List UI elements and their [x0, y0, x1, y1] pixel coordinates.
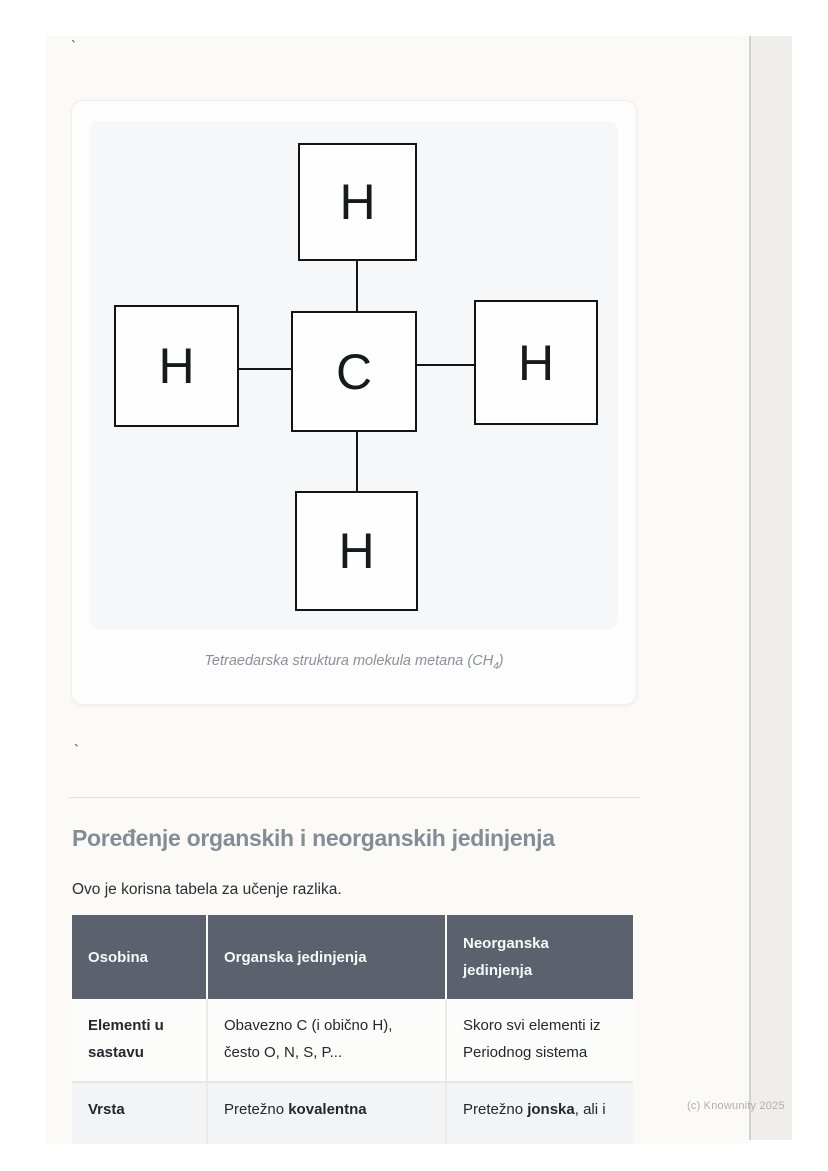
bond-line-bottom	[356, 432, 358, 491]
atom-box-c-center	[291, 311, 417, 432]
figure-card	[71, 100, 637, 705]
atom-label-h-top: H	[339, 174, 376, 230]
table-row	[72, 1082, 633, 1144]
comparison-table	[72, 915, 633, 1144]
cell-text-bold: Vrsta	[88, 1101, 125, 1118]
cell-inorganic	[446, 999, 633, 1082]
atom-label-h-left: H	[158, 338, 195, 394]
caption-close: )	[498, 653, 504, 669]
cell-organic	[207, 999, 446, 1082]
document-sheet	[46, 36, 748, 1144]
section-heading: Poređenje organskih i neorganskih jedinjenja	[72, 825, 555, 851]
atom-box-h-left	[114, 305, 239, 427]
bond-line-left	[239, 368, 291, 370]
stray-backtick-bottom: `	[74, 742, 79, 759]
methane-structure-diagram	[89, 121, 618, 629]
bond-line-right	[417, 364, 474, 366]
bond-line-top	[356, 261, 358, 311]
atom-label-h-right: H	[517, 334, 555, 391]
stray-backtick-top: `	[71, 38, 76, 55]
cell-organic	[207, 1082, 446, 1144]
figure-caption	[72, 650, 636, 678]
cell-text: , ali i	[574, 1101, 606, 1118]
cell-text: Obavezno C (i obično H), često O, N, S, P...	[224, 1017, 393, 1061]
table-header-row	[72, 915, 633, 999]
caption-text: Tetraedarska struktura molekula metana (CH	[204, 653, 494, 669]
column-header-osobina: Osobina	[72, 915, 207, 999]
cell-text-bold: Elementi u sastavu	[88, 1017, 164, 1061]
cell-property	[72, 1082, 207, 1144]
table-row	[72, 999, 633, 1082]
caption-subscript: 4	[493, 660, 499, 672]
cell-text: Pretežno	[463, 1101, 528, 1118]
atom-box-h-right	[474, 300, 598, 425]
atom-box-h-top	[298, 143, 417, 261]
atom-label-c: C	[335, 343, 373, 400]
column-header-neorganska: Neorganska jedinjenja	[446, 915, 633, 999]
cell-text-bold: jonska	[527, 1101, 575, 1118]
cell-property	[72, 999, 207, 1082]
page-edge-strip	[749, 36, 792, 1140]
section-divider	[69, 797, 640, 798]
cell-text: Skoro svi elementi iz Periodnog sistema	[463, 1017, 601, 1061]
atom-box-h-bottom	[295, 491, 418, 611]
watermark: (c) Knowunity 2025	[687, 1100, 785, 1112]
column-header-organska: Organska jedinjenja	[207, 915, 446, 999]
atom-label-h-bottom: H	[338, 523, 375, 579]
cell-inorganic	[446, 1082, 633, 1144]
cell-text: Pretežno	[224, 1101, 289, 1118]
cell-text-bold: kovalentna	[288, 1101, 367, 1118]
intro-paragraph: Ovo je korisna tabela za učenje razlika.	[72, 881, 342, 898]
